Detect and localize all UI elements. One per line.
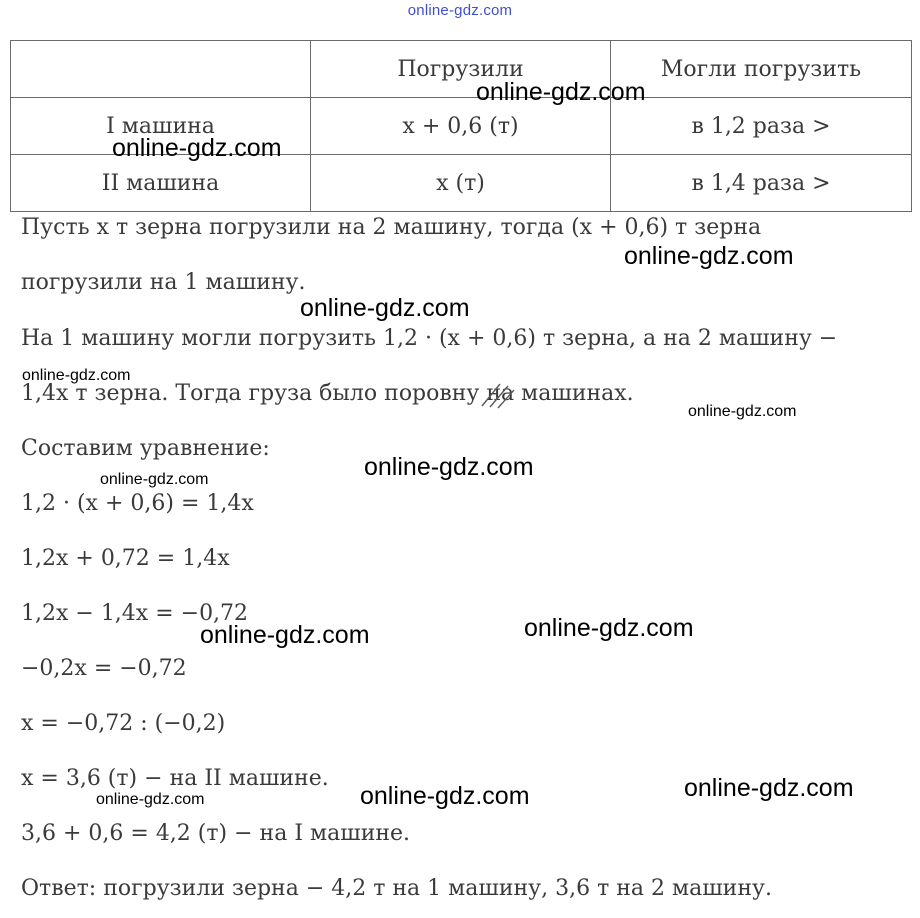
table-cell: x (т) (311, 155, 611, 212)
solution-line: погрузили на 1 машину. (21, 270, 306, 295)
table-cell: в 1,4 раза > (611, 155, 912, 212)
watermark: online-gdz.com (364, 453, 534, 481)
table-cell: x + 0,6 (т) (311, 98, 611, 155)
table-row (11, 155, 912, 212)
equation-line: −0,2x = −0,72 (21, 656, 187, 681)
table-cell: в 1,2 раза > (611, 98, 912, 155)
answer-line: Ответ: погрузили зерна − 4,2 т на 1 машину, 3,6 т на 2 машину. (21, 876, 772, 901)
table-cell: I машина (11, 98, 311, 155)
data-table (10, 40, 912, 212)
watermark: online-gdz.com (22, 367, 131, 384)
table-cell: II машина (11, 155, 311, 212)
watermark: online-gdz.com (524, 614, 694, 642)
solution-line: 1,4x т зерна. Тогда груза было поровну на машинах. (21, 381, 634, 406)
site-header-link[interactable]: online-gdz.com (407, 2, 513, 19)
watermark: online-gdz.com (112, 134, 282, 162)
table-header-cell (11, 41, 311, 98)
equation-line: 1,2 · (x + 0,6) = 1,4x (21, 491, 254, 516)
watermark: online-gdz.com (624, 242, 794, 270)
watermark: online-gdz.com (300, 294, 470, 322)
solution-line: Пусть x т зерна погрузили на 2 машину, тогда (x + 0,6) т зерна (21, 215, 762, 240)
watermark: online-gdz.com (200, 621, 370, 649)
table-header-cell: Могли погрузить (611, 41, 912, 98)
equation-line: 1,2x + 0,72 = 1,4x (21, 546, 230, 571)
table-header-cell: Погрузили (311, 41, 611, 98)
watermark: online-gdz.com (688, 403, 797, 420)
equation-line: 1,2x − 1,4x = −0,72 (21, 601, 249, 626)
solution-line: На 1 машину могли погрузить 1,2 · (x + 0,6) т зерна, а на 2 машину − (21, 326, 838, 351)
watermark: online-gdz.com (476, 78, 646, 106)
table-row (11, 98, 912, 155)
watermark: online-gdz.com (96, 791, 205, 808)
watermark: online-gdz.com (360, 782, 530, 810)
solution-line: Составим уравнение: (21, 436, 270, 461)
equation-line: 3,6 + 0,6 = 4,2 (т) − на I машине. (21, 821, 411, 846)
table-header-row (11, 41, 912, 98)
watermark: online-gdz.com (684, 774, 854, 802)
equation-line: x = 3,6 (т) − на II машине. (21, 766, 329, 791)
equation-line: x = −0,72 : (−0,2) (21, 711, 226, 736)
watermark: online-gdz.com (100, 471, 209, 488)
